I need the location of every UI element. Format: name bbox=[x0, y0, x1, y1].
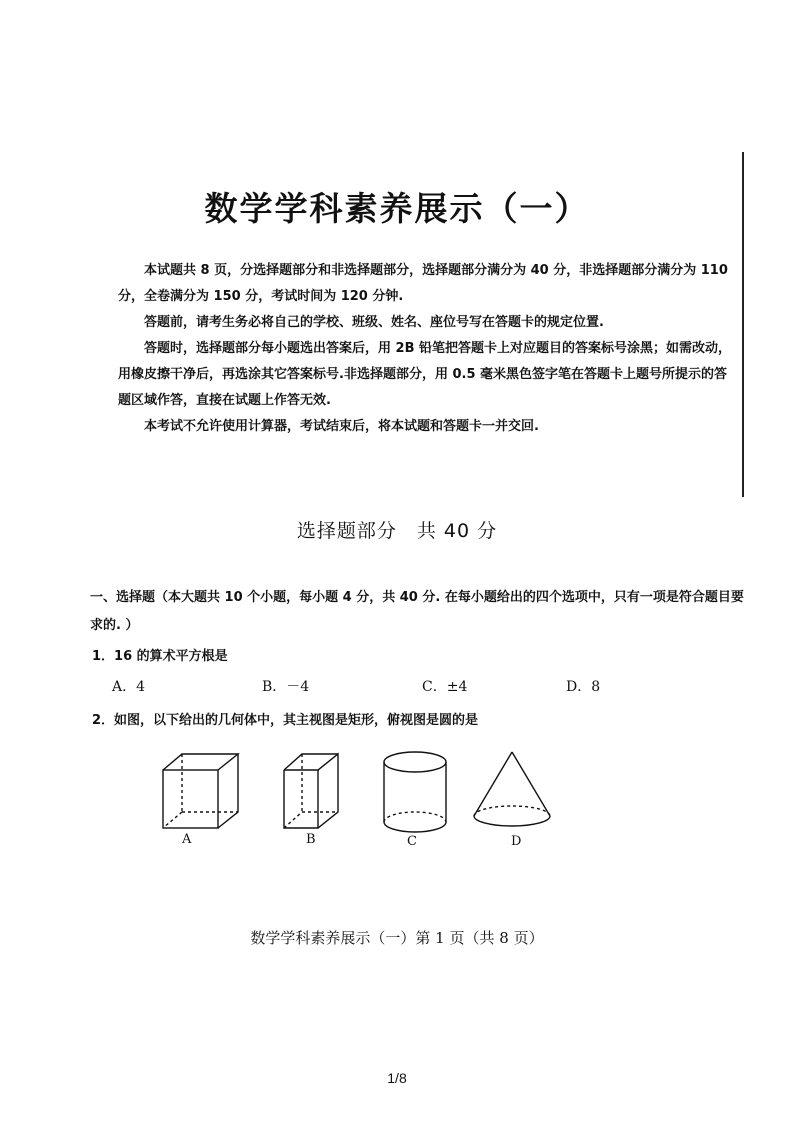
question-2-stem: 2．如图，以下给出的几何体中，其主视图是矩形，俯视图是圆的是 bbox=[92, 713, 479, 728]
page-footer: 数学学科素养展示（一）第 1 页（共 8 页） bbox=[250, 929, 544, 947]
cube-figure bbox=[163, 754, 238, 828]
question-1-stem: 1．16 的算术平方根是 bbox=[92, 649, 228, 664]
section-title: 选择题部分 共 40 分 bbox=[296, 520, 498, 542]
instruction-4: 本考试不允许使用计算器，考试结束后，将本试题和答题卡一并交回. bbox=[144, 419, 539, 434]
figure-label-a: A bbox=[182, 832, 192, 847]
question-1-option-a: A．4 bbox=[112, 679, 146, 695]
question-1-option-c: C．±4 bbox=[422, 679, 468, 695]
instruction-2: 答题前，请考生务必将自己的学校、班级、姓名、座位号写在答题卡的规定位置. bbox=[144, 315, 604, 330]
instruction-3: 答题时，选择题部分每小题选出答案后，用 2B 铅笔把答题卡上对应题目的答案标号涂黑；如需改动，用橡皮擦干净后，再选涂其它答案标号.非选择题部分，用 0.5 毫米黑色签字笔在答题卡上题号所提示的答题区域作答，直接在试题上作答无效. bbox=[118, 341, 732, 408]
cylinder-figure bbox=[384, 752, 446, 832]
triangular-prism-figure bbox=[284, 754, 338, 828]
instruction-1: 本试题共 8 页，分选择题部分和非选择题部分，选择题部分满分为 40 分，非选择题部分满分为 110 分，全卷满分为 150 分，考试时间为 120 分钟. bbox=[118, 263, 728, 304]
figure-label-c: C bbox=[407, 834, 417, 849]
question-1-option-d: D．8 bbox=[566, 679, 601, 695]
page-indicator: 1/8 bbox=[387, 1070, 407, 1086]
part-heading: 一、选择题（本大题共 10 个小题，每小题 4 分，共 40 分. 在每小题给出的四个选项中，只有一项是符合题目要求的. ） bbox=[90, 590, 744, 633]
page-title: 数学学科素养展示（一） bbox=[204, 189, 590, 228]
figure-label-d: D bbox=[511, 834, 522, 849]
cone-figure bbox=[474, 752, 550, 826]
question-1-option-b: B．－4 bbox=[262, 679, 310, 695]
figure-label-b: B bbox=[306, 832, 316, 847]
